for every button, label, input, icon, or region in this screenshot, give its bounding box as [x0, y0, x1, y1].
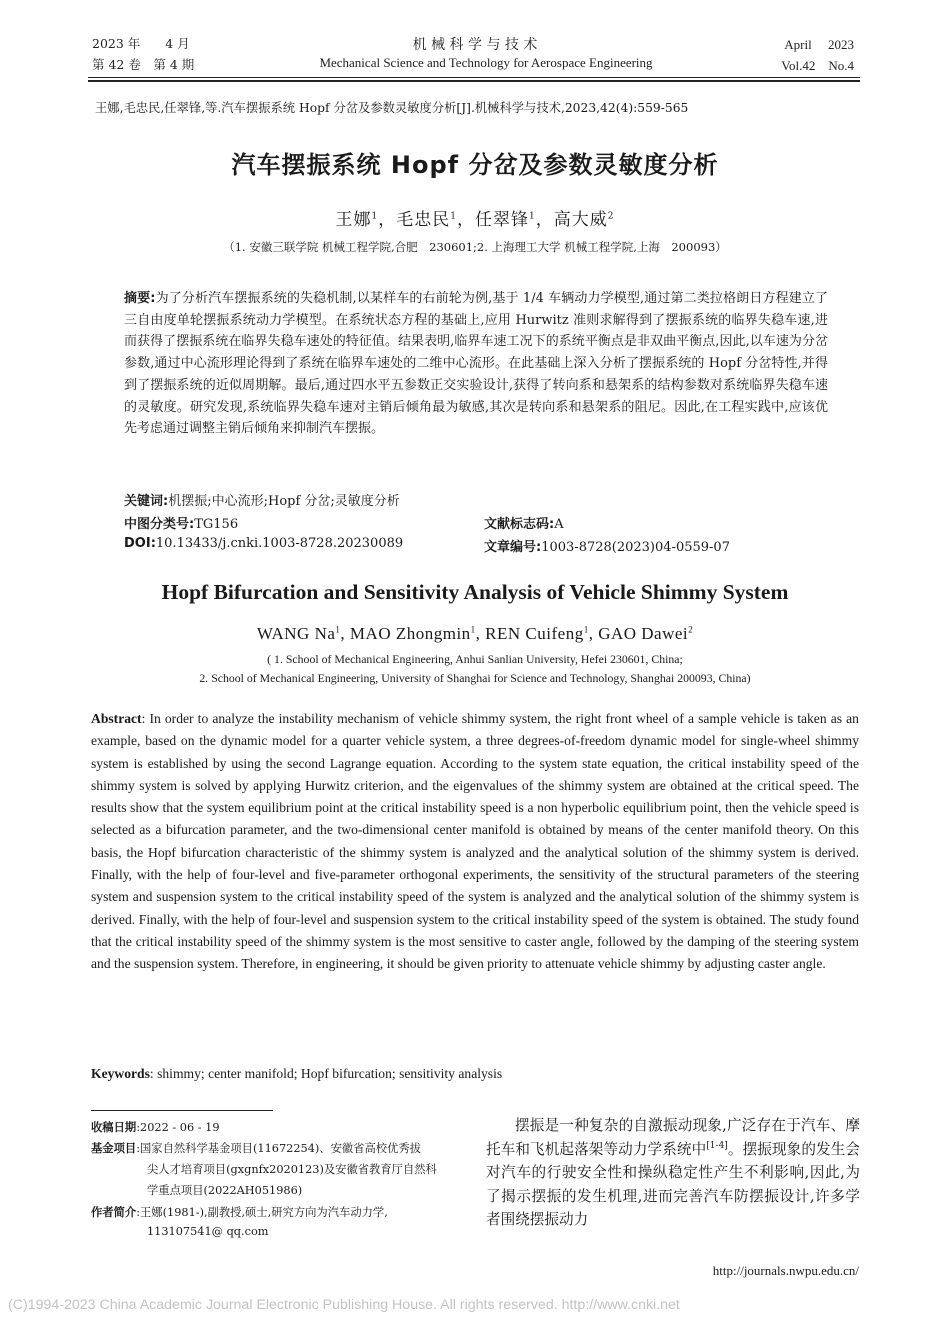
body-text-end: 。摆振现象的发生会对汽车的行驶安全性和操纵稳定性产生不利影响,因此,为了揭示摆振的发生机理,进而完善汽车防摆振设计,许多学者围绕摆振动力 [486, 1140, 860, 1229]
author-cn-sep-1: ， [378, 210, 397, 230]
journal-url[interactable]: http://journals.nwpu.edu.cn/ [712, 1263, 859, 1278]
article-no-colon: : [536, 540, 542, 555]
clc-number [124, 513, 238, 532]
abstract-cn [124, 288, 828, 440]
fund-text-1: :国家自然科学基金项目(11672254)、安徽省高校优秀拔 [136, 1142, 421, 1155]
header-journal-en: Mechanical Science and Technology for Aerospace Engineering [319, 55, 653, 70]
footnote-rule [91, 1110, 273, 1111]
footnote-author-email: 113107541@ qq.com [147, 1225, 269, 1238]
keywords-cn-colon: : [163, 494, 169, 509]
body-paragraph [486, 1114, 860, 1232]
doc-code-label: 文献标志码 [484, 517, 550, 532]
header-rule-thick [88, 80, 860, 82]
keywords-cn [124, 490, 400, 509]
citation-line: 王娜,毛忠民,任翠锋,等.汽车摆振系统 Hopf 分岔及参数灵敏度分析[J].机械科学与技术,2023,42(4):559-565 [95, 101, 689, 115]
doi [124, 536, 403, 551]
author-en-2-affil: 1 [470, 624, 476, 635]
author-cn-sep-2: ， [457, 210, 475, 230]
author-cn-3-affil: 1 [529, 211, 536, 222]
affiliation-cn: （1. 安徽三联学院 机械工程学院,合肥 230601;2. 上海理工大学 机械工程学院,上海 200093） [223, 240, 727, 254]
author-cn-4-affil: 2 [607, 211, 615, 222]
author-en-sep-2: , [475, 624, 486, 643]
footnote-fund-1 [91, 1140, 421, 1156]
title-cn: 汽车摆振系统 Hopf 分岔及参数灵敏度分析 [231, 151, 719, 179]
title-en: Hopf Bifurcation and Sensitivity Analysis of Vehicle Shimmy System [161, 580, 789, 604]
doi-label: DOI [124, 536, 151, 551]
author-intro-text: :王娜(1981-),副教授,硕士,研究方向为汽车动力学, [136, 1206, 388, 1219]
author-cn-2-affil: 1 [450, 211, 457, 222]
author-cn-2: 毛忠民 [396, 210, 451, 230]
fund-label: 基金项目 [91, 1142, 137, 1155]
article-number [484, 536, 730, 555]
footnote-received [91, 1119, 220, 1135]
doc-code-colon: : [549, 517, 555, 532]
keywords-en-label: Keywords [91, 1066, 150, 1081]
affiliation-en-1: ( 1. School of Mechanical Engineering, Anhui Sanlian University, Hefei 230601, China; [267, 652, 683, 666]
author-en-3-affil: 1 [583, 624, 589, 635]
abstract-cn-label: 摘要 [124, 291, 151, 306]
author-en-sep-3: , [588, 624, 599, 643]
header-volume: 第 42 卷 第 4 期 [92, 57, 195, 72]
abstract-en [91, 708, 859, 976]
author-en-sep-1: , [340, 624, 350, 643]
cnki-watermark: (C)1994-2023 China Academic Journal Electronic Publishing House. All rights reserved. http://www.cnki.net [8, 1297, 680, 1313]
author-cn-3: 任翠锋 [475, 210, 529, 230]
author-en-3: REN Cuifeng [485, 624, 584, 643]
doc-code-value: A [554, 517, 564, 532]
header-month-en: April 2023 [784, 37, 854, 52]
author-en-1-affil: 1 [335, 624, 341, 635]
abstract-en-colon: : [141, 711, 150, 726]
header-date: 2023 年 4 月 [92, 36, 190, 51]
author-cn-4: 高大威 [553, 210, 608, 230]
header-rule-thin [88, 77, 860, 78]
author-en-4: GAO Dawei [598, 624, 689, 643]
keywords-en [91, 1066, 502, 1082]
abstract-cn-colon: : [150, 291, 156, 306]
author-cn-sep-3: ， [535, 210, 554, 230]
author-cn-1: 王娜 [335, 210, 372, 230]
authors-en [0, 624, 950, 644]
footnote-fund-3: 学重点项目(2022AH051986) [147, 1184, 303, 1197]
header-journal-cn: 机 械 科 学 与 技 术 [412, 37, 538, 53]
author-en-2: MAO Zhongmin [349, 624, 471, 643]
article-no-value: 1003-8728(2023)04-0559-07 [541, 540, 730, 555]
abstract-cn-text: 为了分析汽车摆振系统的失稳机制,以某样车的右前轮为例,基于 1/4 车辆动力学模型,通过第二类拉格朗日方程建立了三自由度单轮摆振系统动力学模型。在系统状态方程的基础上,应用 Hurwitz 准则求解得到了摆振系统的临界失稳车速,进而获得了摆振系统在临界失稳车速处的特征值。结果表明,临界车速工况下的系统平衡点是非双曲平衡点,因此,以车速为分岔参数,通过中心流形理论得到了系统在临界车速处的二维中心流形。在此基础上深入分析了摆振系统的 Hopf 分岔特性,并得到了摆振系统的近似周期解。最后,通过四水平五参数正交实验设计,获得了转向系和悬架系的结构参数对系统临界失稳车速的灵敏度。研究发现,系统临界失稳车速对主销后倾角最为敏感,其次是转向系和悬架系的阻尼。因此,在工程实践中,应该优先考虑通过调整主销后倾角来抑制汽车摆振。 [124, 291, 828, 437]
keywords-en-text: shimmy; center manifold; Hopf bifurcation; sensitivity analysis [157, 1066, 503, 1081]
abstract-en-text: In order to analyze the instability mechanism of vehicle shimmy system, the right front wheel of a sample vehicle is taken as an example, based on the dynamic model for a quarter vehicle system, a three degrees-of-freedom dynamic model for single-wheel shimmy system is established by using the second Lagrange equation. According to the system state equation, the critical instability speed of the shimmy system is solved by applying Hurwitz criterion, and the eigenvalues of the shimmy system are obtained at the critical speed. The results show that the system equilibrium point at the critical instability speed is a non hyperbolic equilibrium point, then the vehicle speed is selected as a bifurcation parameter, and the two-dimensional center manifold is obtained by means of the center manifold theory. On this basis, the Hopf bifurcation characteristic of the shimmy system is analyzed and the analytical solution of the shimmy system is derived. Finally, with the help of four-level and five-parameter orthogonal experiments, the sensitivity of the structural parameters of the steering system and suspension system to the critical instability speed of the system is analyzed and the analytical solution of the shimmy system is derived. Finally, with the help of four-level and suspension system to the critical instability speed of the system is obtained. The study found that the critical instability speed of the shimmy system is the most sensitive to caster angle, followed by the damping of the steering system and the suspension system. Therefore, in engineering, it should be given priority to attenuate vehicle shimmy by adjusting caster angle. [91, 711, 859, 972]
keywords-cn-label: 关键词 [124, 494, 164, 509]
authors-cn [0, 205, 950, 230]
abstract-en-label: Abstract [91, 711, 142, 726]
doi-value: 10.13433/j.cnki.1003-8728.20230089 [155, 536, 404, 551]
author-en-4-affil: 2 [688, 624, 694, 635]
author-cn-1-affil: 1 [371, 211, 379, 222]
body-text-start: 摆振是一种复杂的自激振动现象,广泛存在于汽车、摩托车和飞机起落架等动力学系统中 [486, 1117, 860, 1158]
doi-colon: : [150, 536, 156, 551]
affiliation-en-2: 2. School of Mechanical Engineering, University of Shanghai for Science and Technology, Shanghai 200093, China) [199, 671, 751, 685]
footnote-fund-2: 尖人才培育项目(gxgnfx2020123)及安徽省教育厅自然科 [147, 1163, 437, 1176]
footnote-author-1 [91, 1204, 388, 1220]
clc-value: TG156 [194, 517, 239, 532]
author-en-1: WANG Na [256, 624, 336, 643]
clc-colon: : [189, 517, 195, 532]
received-date: :2022 - 06 - 19 [136, 1121, 220, 1134]
body-ref: [1-4] [706, 1140, 728, 1151]
header-volume-en: Vol.42 No.4 [781, 58, 854, 73]
article-no-label: 文章编号 [484, 540, 537, 555]
received-label: 收稿日期 [91, 1121, 137, 1134]
author-intro-label: 作者简介 [91, 1206, 137, 1219]
clc-label: 中图分类号 [124, 517, 190, 532]
keywords-en-colon: : [149, 1066, 158, 1081]
keywords-cn-text: 机摆振;中心流形;Hopf 分岔;灵敏度分析 [168, 494, 400, 509]
document-code [484, 513, 564, 532]
